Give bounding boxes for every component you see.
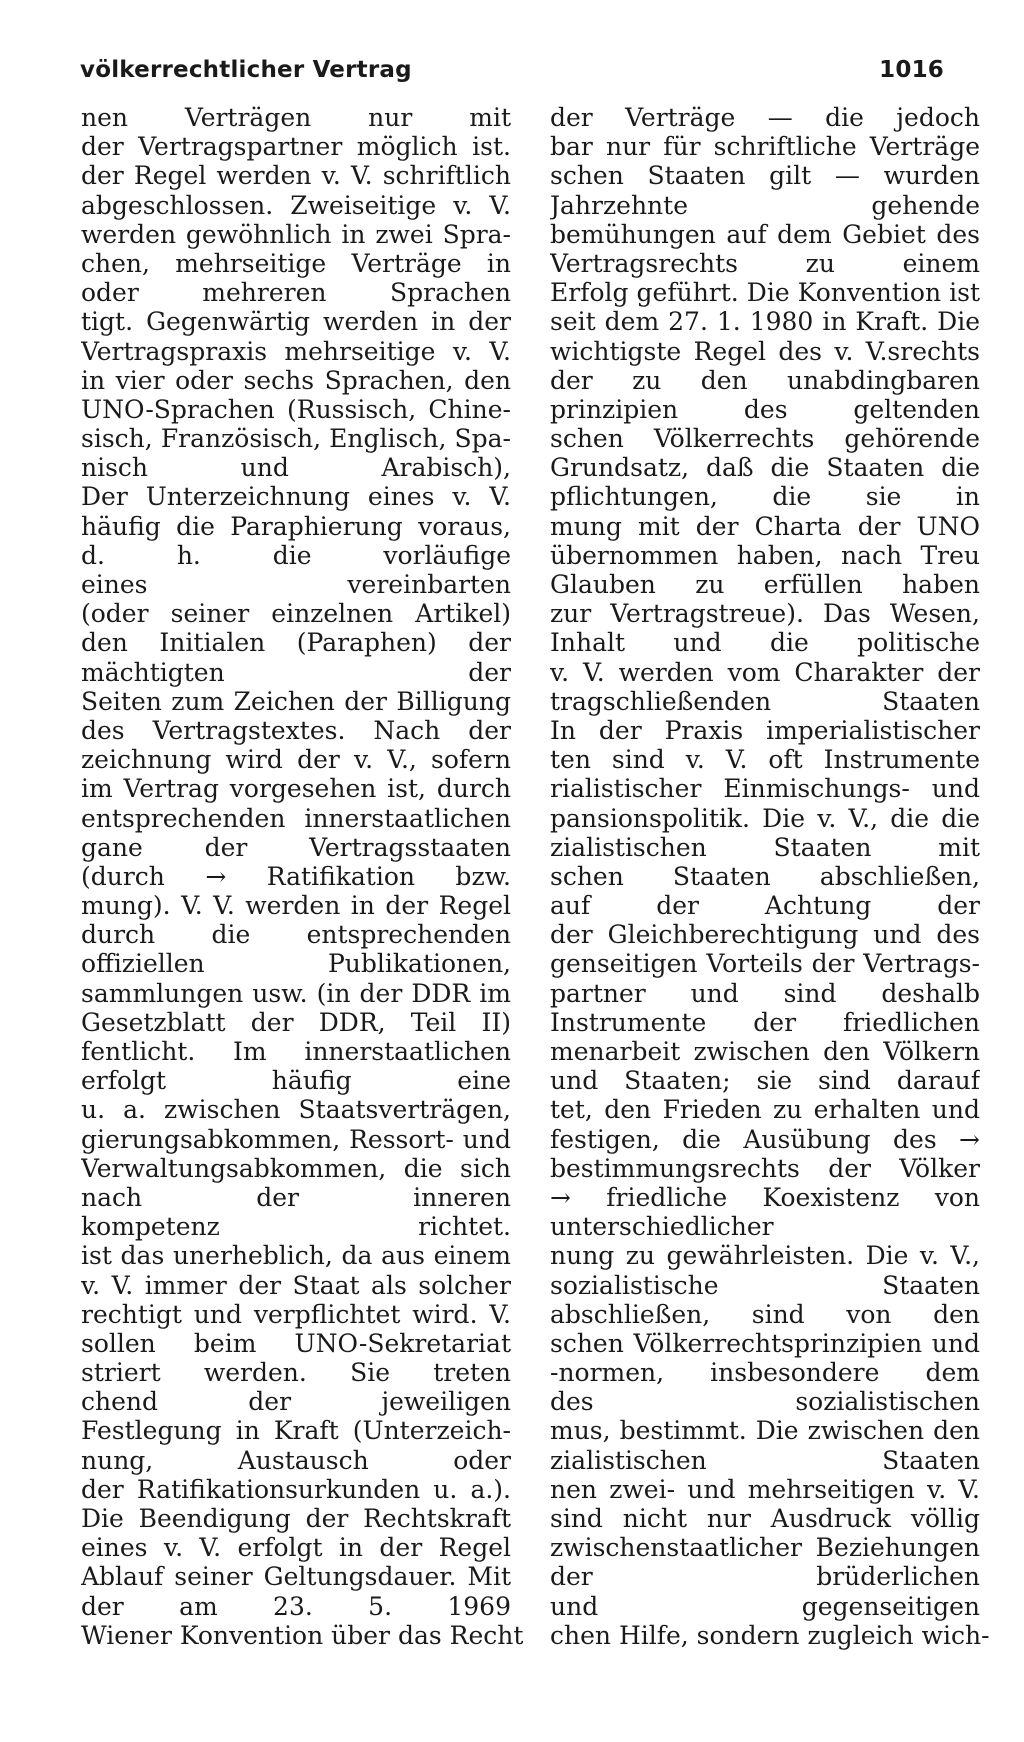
text-line: Glauben zu erfüllen haben — [550, 570, 980, 599]
text-line: Grundsatz, daß die Staaten die — [550, 453, 980, 483]
text-line: sammlungen usw. (in der DDR im — [81, 978, 511, 1008]
text-line: Vertragsrechts zu einem — [550, 248, 980, 278]
text-line: prinzipien des geltenden — [550, 394, 980, 424]
text-line: Inhalt und die politische — [550, 628, 980, 658]
text-line: häufig die Paraphierung voraus, — [81, 511, 511, 541]
text-line: der Regel werden v. V. schriftlich — [81, 161, 511, 191]
text-line: Der Unterzeichnung eines v. V. — [81, 482, 511, 512]
text-line: -normen, insbesondere dem — [550, 1358, 980, 1388]
running-header — [80, 52, 944, 88]
text-line: mung). V. V. werden in der Regel — [81, 891, 511, 921]
text-line: striert werden. Sie treten — [81, 1358, 511, 1388]
text-line: abgeschlossen. Zweiseitige v. V. — [81, 190, 511, 220]
text-line: der Verträge — die jedoch — [550, 103, 980, 132]
text-line: werden gewöhnlich in zwei Spra- — [81, 219, 511, 249]
text-line: zur Vertragstreue). Das Wesen, — [550, 599, 980, 629]
text-line: chend der jeweiligen — [81, 1387, 511, 1417]
text-line: nung, Austausch oder — [81, 1445, 511, 1475]
text-line: schen Staaten gilt — wurden — [550, 161, 980, 191]
text-line: pansionspolitik. Die v. V., die die — [550, 803, 980, 833]
text-line: tet, den Frieden zu erhalten und — [550, 1095, 980, 1125]
text-line: d. h. die vorläufige — [81, 540, 511, 570]
text-line: Seiten zum Zeichen der Billigung — [81, 686, 511, 716]
text-line: Festlegung in Kraft (Unterzeich- — [81, 1416, 511, 1446]
text-line: nen zwei- und mehrseitigen v. V. — [550, 1474, 980, 1504]
text-line: mächtigten der — [81, 657, 511, 687]
text-line: rialistischer Einmischungs- und — [550, 774, 980, 804]
text-line: nen Verträgen nur mit — [81, 103, 511, 132]
text-line: v. V. immer der Staat als solcher — [81, 1270, 511, 1300]
text-line: ist das unerheblich, da aus einem — [81, 1241, 511, 1271]
text-line: im Vertrag vorgesehen ist, durch — [81, 774, 511, 804]
text-line: chen, mehrseitige Verträge in — [81, 248, 511, 278]
text-line: übernommen haben, nach Treu — [550, 540, 980, 570]
text-line: eines vereinbarten — [81, 570, 511, 599]
text-line: → friedliche Koexistenz von — [550, 1182, 980, 1212]
text-line: festigen, die Ausübung des → — [550, 1124, 980, 1154]
text-line: eines v. V. erfolgt in der Regel — [81, 1533, 511, 1563]
text-line: in vier oder sechs Sprachen, den — [81, 365, 511, 395]
text-line: nach der inneren — [81, 1182, 511, 1212]
text-line: fentlicht. Im innerstaatlichen — [81, 1037, 511, 1066]
left-text-column — [81, 103, 524, 1650]
text-line: entsprechenden innerstaatlichen — [81, 803, 511, 833]
text-line: zeichnung wird der v. V., sofern — [81, 745, 511, 775]
text-line: sozialistische Staaten — [550, 1270, 980, 1300]
text-line: den Initialen (Paraphen) der — [81, 628, 511, 658]
text-line: Ablauf seiner Geltungsdauer. Mit — [81, 1562, 511, 1592]
text-line: In der Praxis imperialistischer — [550, 715, 980, 745]
text-line: abschließen, sind von den — [550, 1299, 980, 1329]
text-line: Instrumente der friedlichen — [550, 1007, 980, 1037]
text-line: (oder seiner einzelnen Artikel) — [81, 599, 511, 629]
text-line: und Staaten; sie sind darauf — [550, 1066, 980, 1096]
text-line: der Gleichberechtigung und des — [550, 920, 980, 950]
text-line: des sozialistischen — [550, 1387, 980, 1417]
text-line: gierungsabkommen, Ressort- und — [81, 1124, 511, 1154]
text-line: der zu den unabdingbaren — [550, 365, 980, 395]
text-line: gane der Vertragsstaaten — [81, 832, 511, 862]
text-line: menarbeit zwischen den Völkern — [550, 1037, 980, 1066]
text-line: der Ratifikationsurkunden u. a.). — [81, 1474, 511, 1504]
text-line: u. a. zwischen Staatsverträgen, — [81, 1095, 511, 1125]
text-line: schen Völkerrechts gehörende — [550, 424, 980, 454]
header-term: völkerrechtlicher Vertrag — [80, 57, 412, 83]
text-line: mus, bestimmt. Die zwischen den — [550, 1416, 980, 1446]
text-line: kompetenz richtet. — [81, 1212, 511, 1242]
text-line: Verwaltungsabkommen, die sich — [81, 1153, 511, 1183]
text-line: v. V. werden vom Charakter der — [550, 657, 980, 687]
text-line: genseitigen Vorteils der Vertrags- — [550, 949, 980, 979]
text-line: der Vertragspartner möglich ist. — [81, 132, 511, 162]
text-line: Wiener Konvention über das Recht — [81, 1620, 524, 1650]
text-line: bestimmungsrechts der Völker — [550, 1153, 980, 1183]
text-line: Erfolg geführt. Die Konvention ist — [550, 278, 980, 308]
text-line: Vertragspraxis mehrseitige v. V. — [81, 336, 511, 366]
text-line: der brüderlichen — [550, 1562, 980, 1592]
text-line: (durch → Ratifikation bzw. — [81, 861, 511, 891]
text-line: wichtigste Regel des v. V.srechts — [550, 336, 980, 366]
text-line: sisch, Französisch, Englisch, Spa- — [81, 424, 511, 454]
text-line: Gesetzblatt der DDR, Teil II) — [81, 1007, 511, 1037]
text-line: schen Völkerrechtsprinzipien und — [550, 1328, 980, 1358]
text-line: zialistischen Staaten — [550, 1445, 980, 1475]
text-line: Jahrzehnte gehende — [550, 190, 980, 220]
page-number: 1016 — [879, 57, 944, 83]
text-line: sollen beim UNO-Sekretariat — [81, 1328, 511, 1358]
text-line: der am 23. 5. 1969 — [81, 1591, 511, 1621]
text-line: durch die entsprechenden — [81, 920, 511, 950]
text-line: erfolgt häufig eine — [81, 1066, 511, 1096]
text-line: offiziellen Publikationen, — [81, 949, 511, 979]
text-line: tragschließenden Staaten — [550, 686, 980, 716]
text-line: zwischenstaatlicher Beziehungen — [550, 1533, 980, 1563]
text-line: ten sind v. V. oft Instrumente — [550, 745, 980, 775]
text-line: chen Hilfe, sondern zugleich wich- — [550, 1620, 990, 1650]
text-line: auf der Achtung der — [550, 891, 980, 921]
text-line: pflichtungen, die sie in — [550, 482, 980, 512]
text-line: tigt. Gegenwärtig werden in der — [81, 307, 511, 337]
text-line: des Vertragstextes. Nach der — [81, 715, 511, 745]
right-text-column — [550, 103, 990, 1650]
text-line: rechtigt und verpflichtet wird. V. — [81, 1299, 511, 1329]
text-line: UNO-Sprachen (Russisch, Chine- — [81, 394, 511, 424]
text-line: unterschiedlicher — [550, 1212, 774, 1242]
text-line: schen Staaten abschließen, — [550, 861, 980, 891]
text-line: seit dem 27. 1. 1980 in Kraft. Die — [550, 307, 980, 337]
text-line: und gegenseitigen — [550, 1591, 980, 1621]
text-line: nung zu gewährleisten. Die v. V., — [550, 1241, 980, 1271]
text-line: bar nur für schriftliche Verträge — [550, 132, 980, 162]
text-line: Die Beendigung der Rechtskraft — [81, 1504, 511, 1533]
text-line: sind nicht nur Ausdruck völlig — [550, 1504, 980, 1533]
text-line: nisch und Arabisch), — [81, 453, 511, 483]
text-line: bemühungen auf dem Gebiet des — [550, 219, 980, 249]
text-line: oder mehreren Sprachen — [81, 278, 511, 308]
text-line: zialistischen Staaten mit — [550, 832, 980, 862]
text-line: partner und sind deshalb — [550, 978, 980, 1008]
text-line: mung mit der Charta der UNO — [550, 511, 980, 541]
